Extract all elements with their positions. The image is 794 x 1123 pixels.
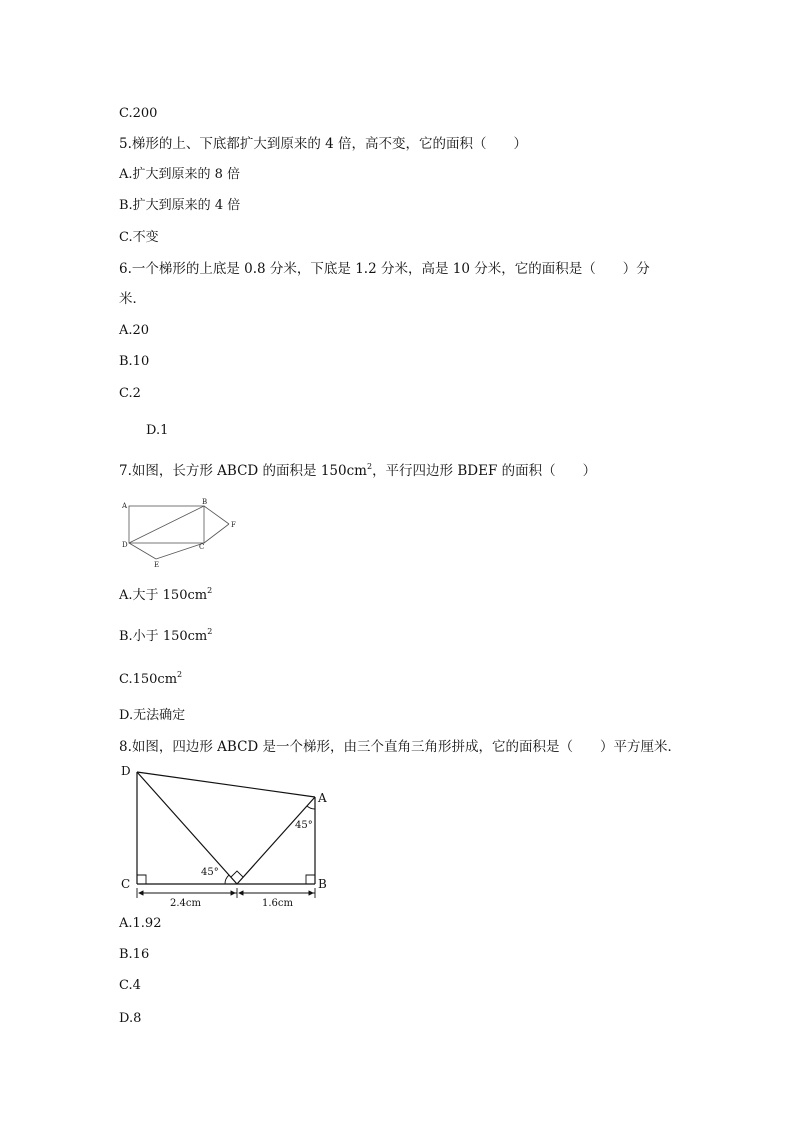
length-label-left: 2.4cm (170, 898, 201, 909)
right-angle-b (306, 875, 315, 884)
q8-option-a: A.1.92 (119, 916, 162, 931)
label-a: A (318, 791, 327, 805)
q6-option-b: B.10 (119, 354, 150, 369)
q5-option-b: B.扩大到原来的 4 倍 (119, 198, 241, 213)
q6-stem-line2: 米． (119, 291, 146, 307)
q7-option-b-text: B.小于 150cm (119, 629, 208, 644)
q7-stem-pre: 7.如图，长方形 ABCD 的面积是 150cm (119, 463, 367, 479)
q8-option-d: D.8 (119, 1011, 142, 1026)
q6-stem-line1: 6.一个梯形的上底是 0.8 分米，下底是 1.2 分米，高是 10 分米，它的面积是（ ）分 (119, 261, 650, 277)
q7-option-a-text: A.大于 150cm (119, 588, 208, 603)
q7-stem-post: ，平行四边形 BDEF 的面积（ ） (372, 463, 597, 479)
label-c: C (199, 543, 205, 551)
q5-option-a: A.扩大到原来的 8 倍 (119, 167, 241, 182)
right-angle-point (231, 871, 243, 877)
label-b: B (202, 498, 208, 506)
angle-label-right: 45° (295, 820, 313, 831)
q7-option-c-sup: 2 (177, 670, 183, 679)
rectangle-parallelogram-figure (115, 495, 245, 570)
label-d: D (122, 541, 128, 549)
q7-option-b-sup: 2 (207, 627, 213, 636)
angle-arc-right (307, 806, 315, 809)
q6-option-a: A.20 (119, 323, 150, 338)
q8-option-b: B.16 (119, 947, 150, 962)
q6-option-c: C.2 (119, 386, 141, 401)
q7-stem (119, 463, 596, 479)
label-b: B (318, 877, 327, 891)
label-d: D (121, 764, 131, 778)
angle-arc-bottom (225, 875, 229, 884)
trapezoid-figure (115, 760, 340, 910)
q6-option-d: D.1 (146, 423, 169, 438)
diagonal-bd (129, 506, 204, 543)
q7-option-c-text: C.150cm (119, 672, 178, 687)
q7-option-c (119, 672, 182, 688)
q7-option-a-sup: 2 (207, 586, 213, 595)
q5-stem: 5.梯形的上、下底都扩大到原来的 4 倍，高不变，它的面积（ ） (119, 136, 528, 152)
right-angle-c (137, 875, 146, 884)
side-fc (204, 524, 229, 543)
q7-option-a (119, 588, 212, 604)
segment-d-point (137, 772, 237, 884)
q5-option-c: C.不变 (119, 230, 159, 245)
side-bf (204, 506, 229, 524)
prev-option-c: C.200 (119, 106, 158, 121)
length-label-right: 1.6cm (262, 898, 293, 909)
label-c: C (121, 877, 131, 891)
label-e: E (154, 561, 160, 569)
q8-option-c: C.4 (119, 978, 141, 993)
label-f: F (231, 521, 236, 529)
side-ec (156, 543, 204, 559)
q7-option-b (119, 629, 212, 645)
segment-a-point (237, 797, 315, 884)
label-a: A (122, 502, 128, 510)
side-da (137, 772, 315, 797)
q8-stem: 8.如图，四边形 ABCD 是一个梯形，由三个直角三角形拼成，它的面积是（ ）平方厘米． (119, 739, 682, 755)
q7-option-d (119, 708, 185, 724)
side-de (129, 543, 156, 559)
q7-option-d-text: D.无法确定 (119, 708, 186, 723)
q7-stem-sup: 2 (366, 462, 373, 471)
angle-label-bottom: 45° (201, 867, 219, 878)
